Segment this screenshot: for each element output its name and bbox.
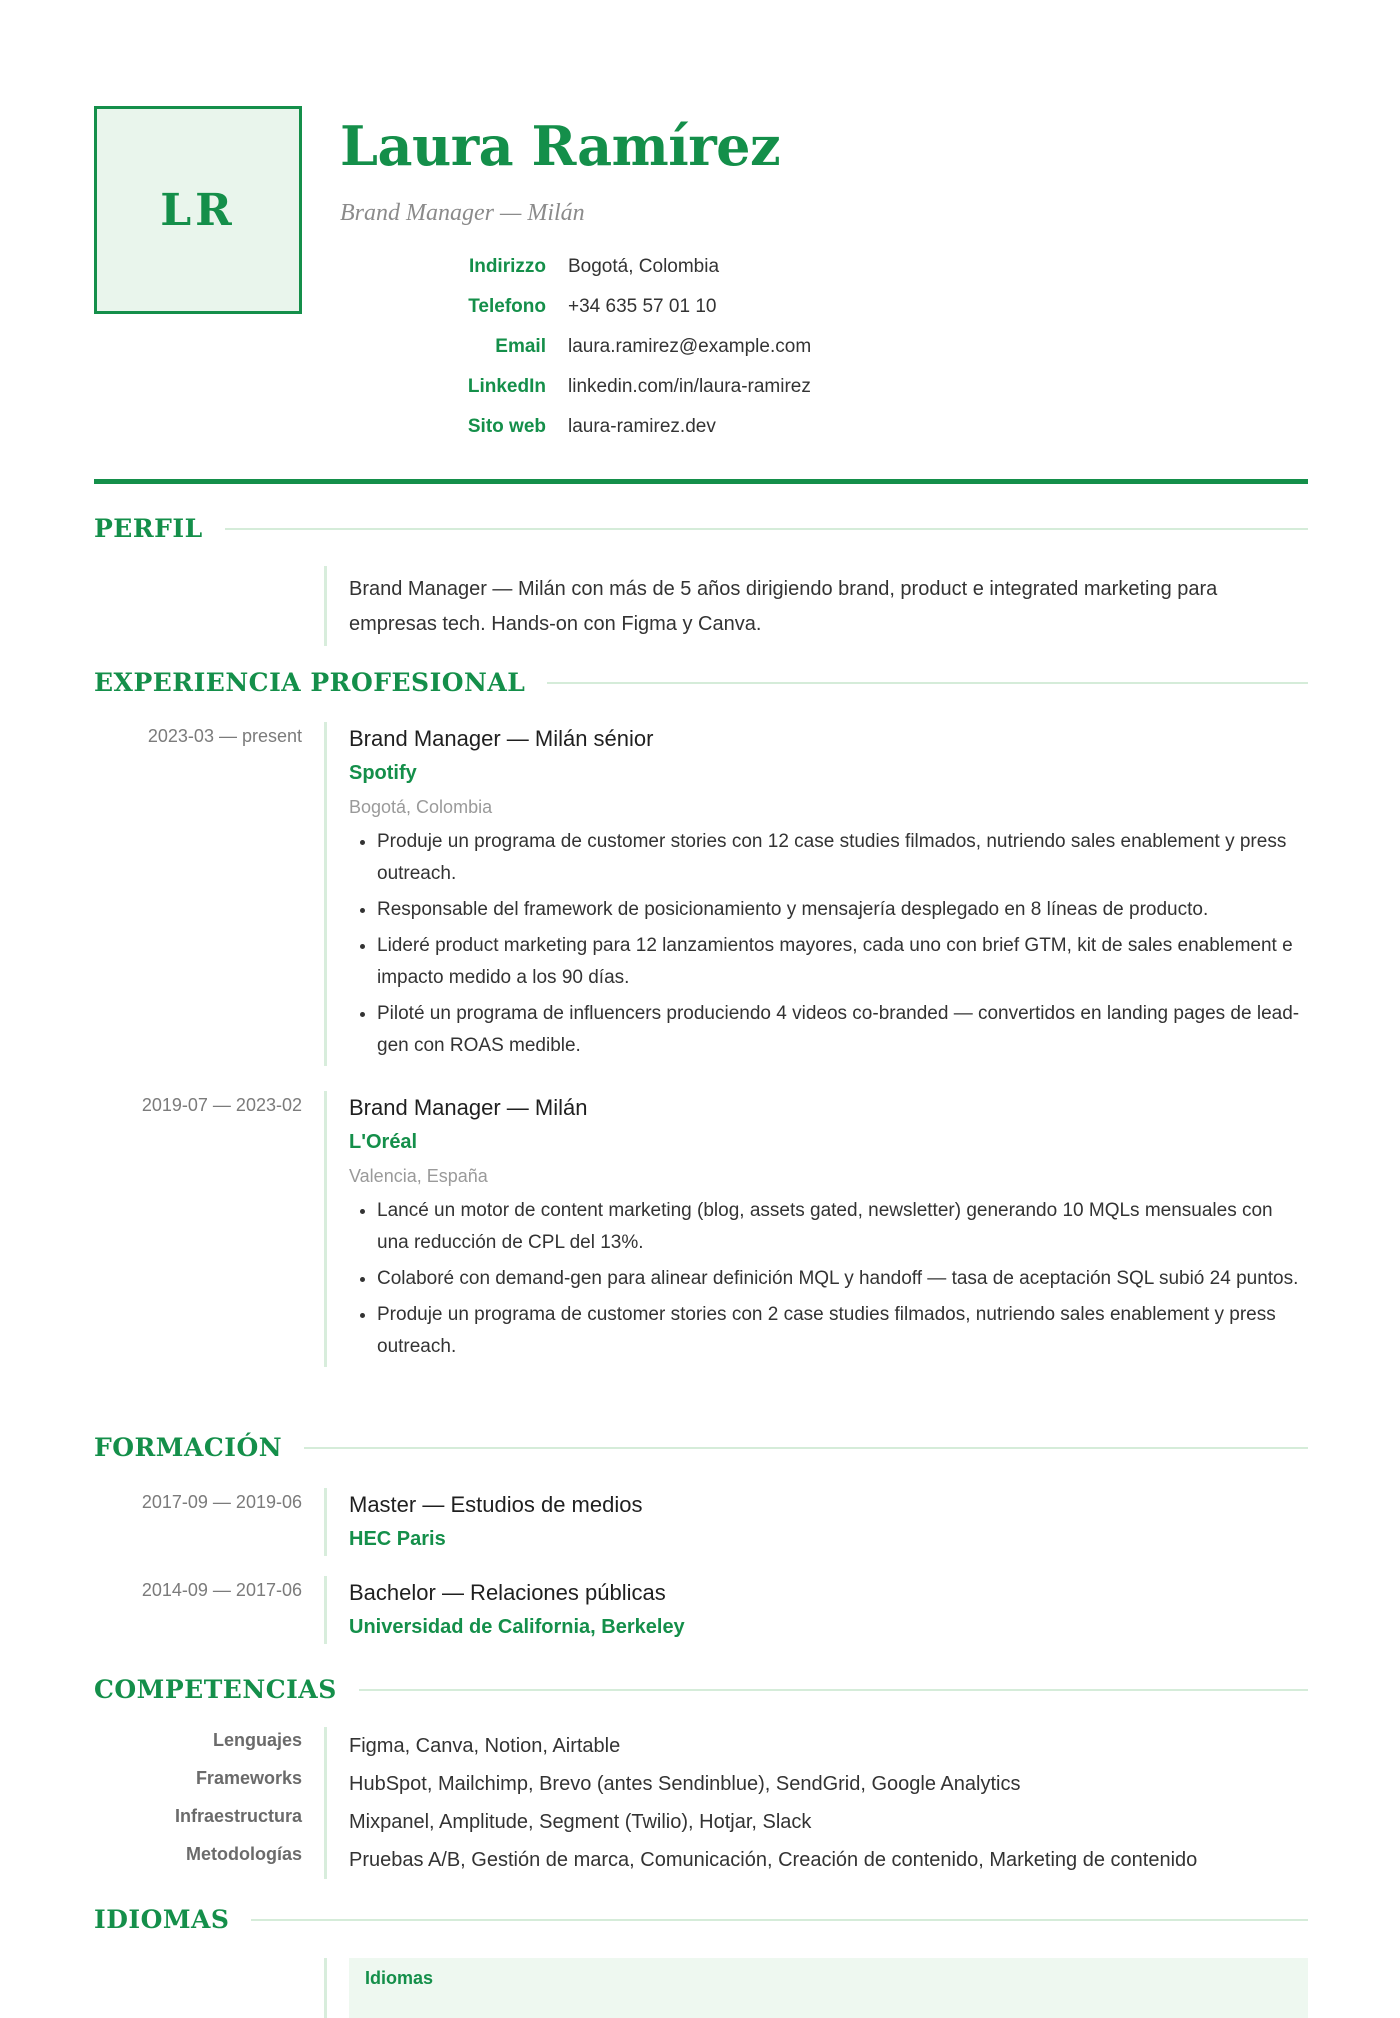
skill-category: Lenguajes <box>212 1730 302 1750</box>
skill-category: Metodologías <box>186 1844 302 1864</box>
company-name: Spotify <box>349 762 417 784</box>
experience-row <box>94 722 1308 1066</box>
school-name: Universidad de California, Berkeley <box>349 1616 685 1638</box>
contact-address: Bogotá, Colombia <box>568 256 720 277</box>
section-heading: FORMACIÓN <box>94 1433 283 1462</box>
experience-dates: 2023-03 — present <box>147 726 302 746</box>
contact-website-link[interactable]: laura-ramirez.dev <box>568 416 716 437</box>
degree-title: Master — Estudios de medios <box>349 1492 643 1517</box>
section-rule <box>547 682 1308 684</box>
contact-phone: +34 635 57 01 10 <box>568 296 717 317</box>
education-row <box>94 1488 1308 1556</box>
skill-category: Infraestructura <box>174 1806 302 1826</box>
skill-list: HubSpot, Mailchimp, Brevo (antes Sendinblue), SendGrid, Google Analytics <box>324 1765 1308 1803</box>
profile-block <box>94 566 1308 646</box>
contact-label: Telefono <box>468 296 546 317</box>
job-location: Bogotá, Colombia <box>349 797 493 817</box>
contact-row-email <box>340 336 811 376</box>
profile-spacer <box>94 566 302 646</box>
skill-row <box>94 1803 1308 1841</box>
contact-list <box>340 256 811 456</box>
education-row <box>94 1576 1308 1644</box>
contact-label: LinkedIn <box>467 376 546 397</box>
skill-row <box>94 1765 1308 1803</box>
languages-box: Idiomas <box>349 1958 1308 2018</box>
skill-list: Figma, Canva, Notion, Airtable <box>324 1727 1308 1765</box>
achievement-item: • Piloté un programa de influencers produciendo 4 videos co-branded — convertidos en landing pages de lead-gen con ROAS medible. <box>377 998 1308 1062</box>
section-rule <box>359 1689 1308 1691</box>
section-rule <box>225 528 1308 530</box>
section-title-languages <box>94 1905 1308 1934</box>
achievement-item: • Colaboré con demand-gen para alinear definición MQL y handoff — tasa de aceptación SQL subió 24 puntos. <box>377 1263 1308 1295</box>
job-title: Brand Manager — Milán <box>349 1095 588 1120</box>
section-heading: IDIOMAS <box>94 1905 230 1934</box>
section-title-experience <box>94 668 1308 697</box>
section-heading: EXPERIENCIA PROFESIONAL <box>94 668 526 697</box>
skill-list: Pruebas A/B, Gestión de marca, Comunicación, Creación de contenido, Marketing de contenido <box>324 1841 1308 1879</box>
profile-row <box>94 566 1308 646</box>
languages-spacer <box>94 1958 302 2018</box>
section-title-profile <box>94 514 1308 543</box>
contact-label: Indirizzo <box>468 256 546 277</box>
company-name: L'Oréal <box>349 1131 418 1153</box>
header-divider <box>94 479 1308 484</box>
skill-list: Mixpanel, Amplitude, Segment (Twilio), Hotjar, Slack <box>324 1803 1308 1841</box>
contact-row-phone <box>340 296 811 336</box>
section-heading: PERFIL <box>94 514 203 543</box>
achievement-list <box>349 1195 1308 1363</box>
profile-content <box>324 566 1308 646</box>
school-name: HEC Paris <box>349 1528 446 1550</box>
section-title-education <box>94 1433 1308 1462</box>
candidate-name: Laura Ramírez <box>340 114 781 178</box>
education-dates: 2017-09 — 2019-06 <box>141 1492 302 1512</box>
achievement-item: • Produje un programa de customer stories con 2 case studies filmados, nutriendo sales enablement y press outreach. <box>377 1299 1308 1363</box>
education-content <box>324 1576 1308 1644</box>
contact-row-linkedin <box>340 376 811 416</box>
achievement-item: • Responsable del framework de posicionamiento y mensajería desplegado en 8 líneas de producto. <box>377 894 1308 926</box>
education-content <box>324 1488 1308 1556</box>
monogram-avatar: LR <box>94 106 302 314</box>
section-rule <box>251 1919 1308 1921</box>
skill-row <box>94 1727 1308 1765</box>
achievement-item: • Produje un programa de customer stories con 12 case studies filmados, nutriendo sales enablement y press outreach. <box>377 826 1308 890</box>
achievement-item: • Lancé un motor de content marketing (blog, assets gated, newsletter) generando 10 MQLs mensuales con una reducción de CPL del 13%. <box>377 1195 1308 1259</box>
achievement-list <box>349 826 1308 1062</box>
section-rule <box>304 1447 1308 1449</box>
profile-summary: Brand Manager — Milán con más de 5 años dirigiendo brand, product e integrated marketing para empresas tech. Hands-on con Figma y Canva. <box>349 578 1218 635</box>
skill-category: Frameworks <box>195 1768 302 1788</box>
degree-title: Bachelor — Relaciones públicas <box>349 1580 666 1605</box>
education-dates: 2014-09 — 2017-06 <box>141 1580 302 1600</box>
skills-block <box>94 1727 1308 1879</box>
contact-label: Email <box>495 336 546 357</box>
section-heading: COMPETENCIAS <box>94 1675 337 1704</box>
languages-content <box>324 1958 1308 2018</box>
contact-email-link[interactable]: laura.ramirez@example.com <box>568 336 812 357</box>
experience-entry <box>94 1091 1308 1367</box>
achievement-item: • Lideré product marketing para 12 lanzamientos mayores, cada uno con brief GTM, kit de sales enablement e impacto medido a los 90 días. <box>377 930 1308 994</box>
experience-dates: 2019-07 — 2023-02 <box>141 1095 302 1115</box>
experience-content <box>324 722 1308 1066</box>
contact-row-address <box>340 256 811 296</box>
contact-label: Sito web <box>467 416 546 437</box>
education-entry <box>94 1576 1308 1644</box>
candidate-subtitle: Brand Manager — Milán <box>340 200 585 226</box>
section-title-skills <box>94 1675 1308 1704</box>
languages-row <box>94 1958 1308 2018</box>
experience-row <box>94 1091 1308 1367</box>
education-entry <box>94 1488 1308 1556</box>
contact-row-website <box>340 416 811 456</box>
job-location: Valencia, España <box>349 1166 488 1186</box>
experience-content <box>324 1091 1308 1367</box>
job-title: Brand Manager — Milán sénior <box>349 726 654 751</box>
contact-linkedin-link[interactable]: linkedin.com/in/laura-ramirez <box>568 376 811 397</box>
languages-block <box>94 1958 1308 2018</box>
experience-entry <box>94 722 1308 1066</box>
skill-row <box>94 1841 1308 1879</box>
